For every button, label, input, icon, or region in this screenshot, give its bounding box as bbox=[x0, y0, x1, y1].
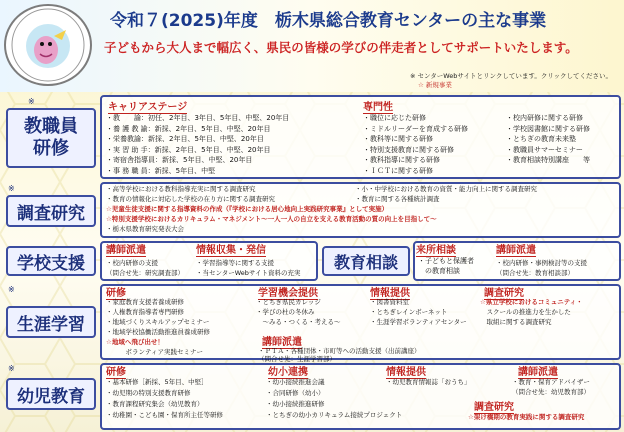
yoji-renkei-title[interactable]: 幼小連携 bbox=[268, 363, 308, 379]
list-item[interactable]: ・教育・保育アドバイザー bbox=[512, 378, 590, 386]
list-item[interactable]: 取組に関する調査研究 bbox=[480, 318, 552, 326]
list-item[interactable]: ・幼児教育情報誌「おうち」 bbox=[386, 378, 471, 386]
sodan-haken-title[interactable]: 講師派遣 bbox=[496, 241, 536, 257]
list-item[interactable]: ・校内研修に関する研修 bbox=[506, 114, 583, 122]
shogai-haken-title[interactable]: 講師派遣 bbox=[262, 333, 302, 349]
list-item[interactable]: の教育相談 bbox=[418, 267, 460, 275]
list-item[interactable]: ・幼稚園・こども園・保育所主任等研修 bbox=[106, 411, 223, 419]
list-item[interactable]: ・教育相談特別講座 等 bbox=[506, 156, 590, 164]
list-item[interactable]: ・教育課程研究集会（幼児教育） bbox=[106, 400, 204, 408]
list-item[interactable]: ・小・中学校における教育の資質・能力向上に関する調査研究 bbox=[355, 185, 537, 193]
list-item[interactable]: ・人権教育指導者専門研修 bbox=[106, 308, 184, 316]
list-item[interactable]: ・ＩＣＴに関する研修 bbox=[363, 166, 433, 175]
senmon-title[interactable]: 専門性 bbox=[363, 98, 393, 114]
list-item[interactable]: ボランティア実践セミナー bbox=[106, 348, 203, 356]
list-item[interactable]: ・幼児期の特別支援教育研修 bbox=[106, 389, 191, 397]
list-item[interactable]: ・寄宿舎指導員：新採、5年目、中堅、20年目 bbox=[106, 156, 253, 164]
label-sodan[interactable]: 教育相談 bbox=[322, 246, 410, 276]
list-item[interactable]: ・当センターWebサイト資料の充実 bbox=[196, 269, 301, 277]
shogai-kenshu-title[interactable]: 研修 bbox=[106, 284, 126, 300]
gakko-joho-title[interactable]: 情報収集・発信 bbox=[196, 241, 266, 257]
list-item[interactable]: ・特別支援教育に関する研修 bbox=[363, 145, 454, 154]
yoji-kenshu-title[interactable]: 研修 bbox=[106, 363, 126, 379]
center-logo[interactable] bbox=[4, 4, 92, 86]
link-mark: ※ bbox=[8, 184, 15, 193]
list-item[interactable]: ・教育の情報化に対応した学校の在り方に関する調査研究 bbox=[106, 195, 275, 203]
label-kyoshokuin[interactable]: 教職員 研修 bbox=[6, 108, 96, 168]
list-item[interactable]: ・図書資料室 bbox=[370, 298, 409, 306]
list-item[interactable]: スクールの推進力を生かした bbox=[480, 308, 571, 316]
link-mark: ※ bbox=[8, 285, 15, 294]
yoji-joho-title[interactable]: 情報提供 bbox=[386, 363, 426, 379]
list-item[interactable]: ・合同研修（幼小） bbox=[266, 389, 325, 397]
list-item: （問合せ先：研究調査部） bbox=[106, 269, 184, 277]
page-title: 令和７(2025)年度 栃木県総合教育センターの主な事業 bbox=[110, 11, 547, 31]
label-gakko[interactable]: 学校支援 bbox=[6, 246, 96, 276]
list-item[interactable]: ☆架け橋期の教育実践に関する調査研究 bbox=[468, 413, 585, 421]
shogai-joho-title[interactable]: 情報提供 bbox=[370, 284, 410, 300]
list-item[interactable]: ・地域学校協働活動推進員養成研修 bbox=[106, 328, 210, 336]
label-yoji[interactable]: 幼児教育 bbox=[6, 378, 96, 410]
list-item: （問合せ先：幼児教育部） bbox=[512, 388, 590, 396]
list-item[interactable]: ・教職員サマーセミナー bbox=[506, 145, 583, 154]
list-item[interactable]: ・学習指導等に関する支援 bbox=[196, 259, 274, 267]
list-item[interactable]: ・高等学校における教科指導充実に関する調査研究 bbox=[106, 185, 256, 193]
list-item[interactable]: ・とちぎの教育未来塾 bbox=[506, 135, 576, 143]
list-item[interactable]: ・職位に応じた研修 bbox=[363, 114, 426, 122]
list-item[interactable]: ・栄養教諭：新採、2年目、5年目、中堅、20年目 bbox=[106, 135, 264, 143]
raisho-title[interactable]: 来所相談 bbox=[416, 241, 456, 257]
list-item[interactable]: ・栃木県教育研究発表大会 bbox=[106, 225, 184, 233]
list-item[interactable]: ・教科指導に関する研修 bbox=[363, 156, 440, 164]
list-item[interactable]: ・教科等に関する研修 bbox=[363, 135, 433, 143]
list-item[interactable]: ・家庭教育支援者養成研修 bbox=[106, 298, 184, 306]
list-item[interactable]: ☆県立学校におけるコミュニティ・ bbox=[480, 298, 583, 306]
shogai-chosa-title[interactable]: 調査研究 bbox=[484, 284, 524, 300]
list-item[interactable]: ・学びの杜の冬休み bbox=[256, 308, 315, 316]
list-item[interactable]: ・校内研修の支援 bbox=[106, 259, 158, 267]
career-stage-title[interactable]: キャリアステージ bbox=[108, 98, 187, 114]
list-item[interactable]: ・ＰＴＡ・各種団体・市町等への活動支援（出前講座） bbox=[258, 347, 421, 355]
mascot-icon bbox=[6, 6, 90, 84]
page-subtitle: 子どもから大人まで幅広く、県民の皆様の学びの伴走者としてサポートいたします。 bbox=[104, 40, 578, 55]
link-note: ※ センターWebサイトとリンクしています。クリックしてください。 bbox=[410, 72, 613, 80]
yoji-chosa-title[interactable]: 調査研究 bbox=[474, 398, 514, 414]
list-item[interactable]: ・教 諭：初任、2年目、3年目、5年目、中堅、20年目 bbox=[106, 114, 290, 122]
list-item[interactable]: ～みる・つくる・考える～ bbox=[256, 318, 341, 326]
list-item[interactable]: ・とちぎレインボーネット bbox=[370, 308, 448, 316]
shogai-kikai-title[interactable]: 学習機会提供 bbox=[258, 284, 318, 300]
list-item[interactable]: ☆地域へ飛び出せ！ bbox=[106, 338, 164, 346]
link-mark: ※ bbox=[28, 97, 35, 106]
list-item[interactable]: ☆特別支援学校におけるカリキュラム・マネジメント～一人一人の自立を支える教育活動の質の向上を目指して～ bbox=[106, 215, 437, 223]
list-item: （問合せ先：教育相談部） bbox=[496, 269, 574, 277]
list-item[interactable]: ・教育に関する各種統計調査 bbox=[355, 195, 440, 203]
yoji-haken-title[interactable]: 講師派遣 bbox=[518, 363, 558, 379]
list-item[interactable]: ・生涯学習ボランティアセンター bbox=[370, 318, 467, 326]
list-item[interactable]: ☆児童生徒支援に関する指導資料の作成（『学校における居心地向上実践研究事業』として実施） bbox=[106, 205, 389, 213]
list-item[interactable]: ・子どもと保護者 bbox=[418, 257, 474, 265]
list-item[interactable]: ・学校図書館に関する研修 bbox=[506, 124, 590, 133]
label-shogai[interactable]: 生涯学習 bbox=[6, 306, 96, 338]
list-item: （問合せ先：生涯学習部） bbox=[258, 355, 336, 363]
list-item[interactable]: ・事 務 職 員：新採、5年目、中堅 bbox=[106, 166, 216, 175]
list-item[interactable]: ・とちぎ県民カレッジ bbox=[256, 298, 321, 306]
list-item[interactable]: ・とちぎの幼小カリキュラム接続プロジェクト bbox=[266, 411, 403, 419]
list-item[interactable]: ・校内研修・事例検討等の支援 bbox=[496, 259, 587, 267]
list-item[interactable]: ・ミドルリーダーを育成する研修 bbox=[363, 124, 468, 133]
list-item[interactable]: ・幼小接続推進会議 bbox=[266, 378, 325, 386]
list-item[interactable]: ・基本研修［新採、5年目、中堅］ bbox=[106, 378, 208, 386]
list-item[interactable]: ・養 護 教 諭：新採、2年目、5年目、中堅、20年目 bbox=[106, 124, 271, 133]
link-mark: ※ bbox=[8, 364, 15, 373]
list-item[interactable]: ・幼小接続推進研修 bbox=[266, 400, 325, 408]
label-chosa[interactable]: 調査研究 bbox=[6, 195, 96, 227]
new-project-note: ☆ 新規事業 bbox=[418, 81, 452, 89]
list-item[interactable]: ・実 習 助 手：新採、2年目、5年目、中堅、20年目 bbox=[106, 145, 271, 154]
gakko-haken-title[interactable]: 講師派遣 bbox=[106, 241, 146, 257]
list-item[interactable]: ・地域づくりスキルアップセミナー bbox=[106, 318, 210, 326]
